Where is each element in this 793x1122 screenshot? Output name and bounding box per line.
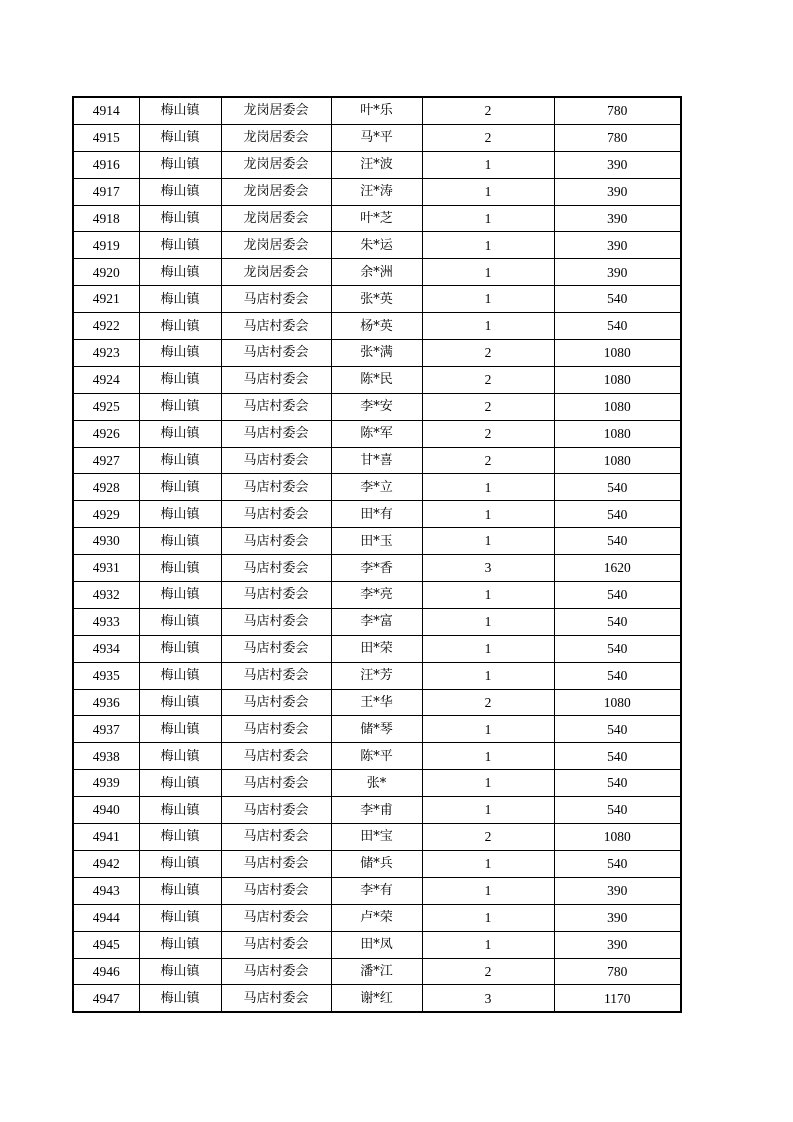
- table-row: [73, 716, 681, 743]
- household-size-cell: 1: [422, 474, 554, 501]
- table-row: [73, 608, 681, 635]
- table-row: [73, 985, 681, 1012]
- village-committee-cell: 马店村委会: [221, 850, 331, 877]
- serial-number-cell: 4931: [73, 555, 139, 582]
- table-row: [73, 555, 681, 582]
- household-size-cell: 2: [422, 447, 554, 474]
- village-committee-cell: 马店村委会: [221, 393, 331, 420]
- household-size-cell: 2: [422, 393, 554, 420]
- serial-number-cell: 4946: [73, 958, 139, 985]
- amount-cell: 540: [554, 501, 681, 528]
- name-cell: 朱*运: [331, 232, 422, 259]
- household-size-cell: 1: [422, 931, 554, 958]
- table-row: [73, 205, 681, 232]
- table-row: [73, 770, 681, 797]
- village-committee-cell: 马店村委会: [221, 420, 331, 447]
- serial-number-cell: 4918: [73, 205, 139, 232]
- table-row: [73, 958, 681, 985]
- name-cell: 王*华: [331, 689, 422, 716]
- table-row: [73, 931, 681, 958]
- village-committee-cell: 龙岗居委会: [221, 205, 331, 232]
- table-row: [73, 582, 681, 609]
- serial-number-cell: 4937: [73, 716, 139, 743]
- town-cell: 梅山镇: [139, 393, 221, 420]
- serial-number-cell: 4935: [73, 662, 139, 689]
- serial-number-cell: 4917: [73, 178, 139, 205]
- name-cell: 李*甫: [331, 797, 422, 824]
- name-cell: 马*平: [331, 124, 422, 151]
- town-cell: 梅山镇: [139, 716, 221, 743]
- name-cell: 李*有: [331, 877, 422, 904]
- household-size-cell: 1: [422, 904, 554, 931]
- town-cell: 梅山镇: [139, 824, 221, 851]
- town-cell: 梅山镇: [139, 313, 221, 340]
- household-size-cell: 3: [422, 555, 554, 582]
- serial-number-cell: 4942: [73, 850, 139, 877]
- name-cell: 张*满: [331, 340, 422, 367]
- village-committee-cell: 龙岗居委会: [221, 97, 331, 124]
- household-size-cell: 1: [422, 528, 554, 555]
- table-row: [73, 904, 681, 931]
- table-row: [73, 824, 681, 851]
- household-size-cell: 1: [422, 635, 554, 662]
- name-cell: 李*富: [331, 608, 422, 635]
- village-committee-cell: 马店村委会: [221, 528, 331, 555]
- village-committee-cell: 马店村委会: [221, 366, 331, 393]
- village-committee-cell: 马店村委会: [221, 958, 331, 985]
- name-cell: 张*英: [331, 286, 422, 313]
- amount-cell: 540: [554, 313, 681, 340]
- serial-number-cell: 4916: [73, 151, 139, 178]
- household-size-cell: 1: [422, 608, 554, 635]
- name-cell: 田*宝: [331, 824, 422, 851]
- town-cell: 梅山镇: [139, 985, 221, 1012]
- village-committee-cell: 马店村委会: [221, 904, 331, 931]
- table-body: [73, 97, 681, 1012]
- household-size-cell: 2: [422, 420, 554, 447]
- household-size-cell: 2: [422, 97, 554, 124]
- serial-number-cell: 4929: [73, 501, 139, 528]
- amount-cell: 390: [554, 931, 681, 958]
- town-cell: 梅山镇: [139, 528, 221, 555]
- town-cell: 梅山镇: [139, 662, 221, 689]
- household-size-cell: 1: [422, 850, 554, 877]
- name-cell: 储*兵: [331, 850, 422, 877]
- amount-cell: 390: [554, 178, 681, 205]
- serial-number-cell: 4928: [73, 474, 139, 501]
- serial-number-cell: 4932: [73, 582, 139, 609]
- name-cell: 杨*英: [331, 313, 422, 340]
- serial-number-cell: 4938: [73, 743, 139, 770]
- data-table: [72, 96, 682, 1013]
- village-committee-cell: 龙岗居委会: [221, 259, 331, 286]
- town-cell: 梅山镇: [139, 286, 221, 313]
- name-cell: 李*安: [331, 393, 422, 420]
- table-row: [73, 366, 681, 393]
- household-size-cell: 1: [422, 877, 554, 904]
- amount-cell: 390: [554, 877, 681, 904]
- village-committee-cell: 马店村委会: [221, 340, 331, 367]
- table-row: [73, 689, 681, 716]
- table-row: [73, 474, 681, 501]
- household-size-cell: 1: [422, 178, 554, 205]
- serial-number-cell: 4933: [73, 608, 139, 635]
- name-cell: 叶*芝: [331, 205, 422, 232]
- serial-number-cell: 4930: [73, 528, 139, 555]
- household-size-cell: 2: [422, 124, 554, 151]
- household-size-cell: 1: [422, 716, 554, 743]
- amount-cell: 390: [554, 151, 681, 178]
- name-cell: 谢*红: [331, 985, 422, 1012]
- name-cell: 李*立: [331, 474, 422, 501]
- household-size-cell: 2: [422, 366, 554, 393]
- table-row: [73, 501, 681, 528]
- amount-cell: 1080: [554, 393, 681, 420]
- amount-cell: 540: [554, 582, 681, 609]
- table-row: [73, 313, 681, 340]
- amount-cell: 390: [554, 205, 681, 232]
- household-size-cell: 1: [422, 286, 554, 313]
- table-row: [73, 178, 681, 205]
- table-row: [73, 662, 681, 689]
- household-size-cell: 1: [422, 662, 554, 689]
- village-committee-cell: 马店村委会: [221, 501, 331, 528]
- serial-number-cell: 4944: [73, 904, 139, 931]
- household-size-cell: 2: [422, 958, 554, 985]
- village-committee-cell: 龙岗居委会: [221, 178, 331, 205]
- town-cell: 梅山镇: [139, 447, 221, 474]
- town-cell: 梅山镇: [139, 743, 221, 770]
- village-committee-cell: 龙岗居委会: [221, 232, 331, 259]
- town-cell: 梅山镇: [139, 931, 221, 958]
- town-cell: 梅山镇: [139, 178, 221, 205]
- town-cell: 梅山镇: [139, 97, 221, 124]
- village-committee-cell: 马店村委会: [221, 313, 331, 340]
- amount-cell: 1080: [554, 420, 681, 447]
- serial-number-cell: 4914: [73, 97, 139, 124]
- serial-number-cell: 4940: [73, 797, 139, 824]
- name-cell: 田*有: [331, 501, 422, 528]
- amount-cell: 390: [554, 904, 681, 931]
- serial-number-cell: 4923: [73, 340, 139, 367]
- amount-cell: 390: [554, 259, 681, 286]
- serial-number-cell: 4936: [73, 689, 139, 716]
- name-cell: 田*荣: [331, 635, 422, 662]
- amount-cell: 1080: [554, 447, 681, 474]
- table-row: [73, 877, 681, 904]
- town-cell: 梅山镇: [139, 340, 221, 367]
- name-cell: 陈*平: [331, 743, 422, 770]
- village-committee-cell: 马店村委会: [221, 447, 331, 474]
- table-row: [73, 393, 681, 420]
- village-committee-cell: 马店村委会: [221, 582, 331, 609]
- village-committee-cell: 马店村委会: [221, 689, 331, 716]
- serial-number-cell: 4939: [73, 770, 139, 797]
- name-cell: 李*香: [331, 555, 422, 582]
- amount-cell: 540: [554, 770, 681, 797]
- amount-cell: 540: [554, 662, 681, 689]
- household-size-cell: 3: [422, 985, 554, 1012]
- table-row: [73, 151, 681, 178]
- town-cell: 梅山镇: [139, 582, 221, 609]
- household-size-cell: 1: [422, 259, 554, 286]
- table-row: [73, 340, 681, 367]
- amount-cell: 540: [554, 850, 681, 877]
- town-cell: 梅山镇: [139, 770, 221, 797]
- name-cell: 陈*军: [331, 420, 422, 447]
- household-size-cell: 2: [422, 824, 554, 851]
- serial-number-cell: 4924: [73, 366, 139, 393]
- name-cell: 余*洲: [331, 259, 422, 286]
- town-cell: 梅山镇: [139, 501, 221, 528]
- village-committee-cell: 马店村委会: [221, 716, 331, 743]
- village-committee-cell: 龙岗居委会: [221, 124, 331, 151]
- name-cell: 卢*荣: [331, 904, 422, 931]
- village-committee-cell: 马店村委会: [221, 877, 331, 904]
- town-cell: 梅山镇: [139, 420, 221, 447]
- household-size-cell: 2: [422, 340, 554, 367]
- town-cell: 梅山镇: [139, 151, 221, 178]
- name-cell: 汪*芳: [331, 662, 422, 689]
- village-committee-cell: 马店村委会: [221, 743, 331, 770]
- table-row: [73, 797, 681, 824]
- table-row: [73, 528, 681, 555]
- town-cell: 梅山镇: [139, 635, 221, 662]
- village-committee-cell: 马店村委会: [221, 824, 331, 851]
- amount-cell: 540: [554, 608, 681, 635]
- amount-cell: 1080: [554, 824, 681, 851]
- amount-cell: 540: [554, 635, 681, 662]
- amount-cell: 540: [554, 286, 681, 313]
- town-cell: 梅山镇: [139, 877, 221, 904]
- amount-cell: 540: [554, 528, 681, 555]
- amount-cell: 1620: [554, 555, 681, 582]
- town-cell: 梅山镇: [139, 366, 221, 393]
- household-size-cell: 1: [422, 151, 554, 178]
- table-row: [73, 420, 681, 447]
- name-cell: 潘*江: [331, 958, 422, 985]
- town-cell: 梅山镇: [139, 850, 221, 877]
- serial-number-cell: 4922: [73, 313, 139, 340]
- household-size-cell: 1: [422, 743, 554, 770]
- serial-number-cell: 4934: [73, 635, 139, 662]
- name-cell: 田*玉: [331, 528, 422, 555]
- table-row: [73, 286, 681, 313]
- town-cell: 梅山镇: [139, 205, 221, 232]
- household-size-cell: 1: [422, 770, 554, 797]
- name-cell: 叶*乐: [331, 97, 422, 124]
- village-committee-cell: 龙岗居委会: [221, 151, 331, 178]
- serial-number-cell: 4920: [73, 259, 139, 286]
- village-committee-cell: 马店村委会: [221, 555, 331, 582]
- table-row: [73, 259, 681, 286]
- serial-number-cell: 4941: [73, 824, 139, 851]
- village-committee-cell: 马店村委会: [221, 931, 331, 958]
- town-cell: 梅山镇: [139, 555, 221, 582]
- serial-number-cell: 4943: [73, 877, 139, 904]
- amount-cell: 1080: [554, 340, 681, 367]
- name-cell: 张*: [331, 770, 422, 797]
- serial-number-cell: 4947: [73, 985, 139, 1012]
- village-committee-cell: 马店村委会: [221, 770, 331, 797]
- household-size-cell: 2: [422, 689, 554, 716]
- amount-cell: 390: [554, 232, 681, 259]
- village-committee-cell: 马店村委会: [221, 797, 331, 824]
- village-committee-cell: 马店村委会: [221, 286, 331, 313]
- village-committee-cell: 马店村委会: [221, 635, 331, 662]
- table-row: [73, 743, 681, 770]
- table-row: [73, 97, 681, 124]
- town-cell: 梅山镇: [139, 608, 221, 635]
- name-cell: 陈*民: [331, 366, 422, 393]
- household-size-cell: 1: [422, 205, 554, 232]
- serial-number-cell: 4919: [73, 232, 139, 259]
- household-size-cell: 1: [422, 313, 554, 340]
- amount-cell: 780: [554, 124, 681, 151]
- amount-cell: 540: [554, 797, 681, 824]
- town-cell: 梅山镇: [139, 232, 221, 259]
- amount-cell: 1170: [554, 985, 681, 1012]
- serial-number-cell: 4926: [73, 420, 139, 447]
- household-size-cell: 1: [422, 797, 554, 824]
- amount-cell: 540: [554, 716, 681, 743]
- amount-cell: 780: [554, 97, 681, 124]
- name-cell: 储*琴: [331, 716, 422, 743]
- serial-number-cell: 4927: [73, 447, 139, 474]
- name-cell: 汪*涛: [331, 178, 422, 205]
- name-cell: 李*亮: [331, 582, 422, 609]
- town-cell: 梅山镇: [139, 474, 221, 501]
- town-cell: 梅山镇: [139, 689, 221, 716]
- name-cell: 田*凤: [331, 931, 422, 958]
- village-committee-cell: 马店村委会: [221, 474, 331, 501]
- town-cell: 梅山镇: [139, 797, 221, 824]
- town-cell: 梅山镇: [139, 259, 221, 286]
- name-cell: 汪*波: [331, 151, 422, 178]
- table-row: [73, 124, 681, 151]
- serial-number-cell: 4915: [73, 124, 139, 151]
- table-row: [73, 635, 681, 662]
- household-size-cell: 1: [422, 232, 554, 259]
- amount-cell: 540: [554, 743, 681, 770]
- town-cell: 梅山镇: [139, 958, 221, 985]
- serial-number-cell: 4925: [73, 393, 139, 420]
- village-committee-cell: 马店村委会: [221, 985, 331, 1012]
- table-row: [73, 850, 681, 877]
- amount-cell: 540: [554, 474, 681, 501]
- table-row: [73, 447, 681, 474]
- amount-cell: 1080: [554, 366, 681, 393]
- village-committee-cell: 马店村委会: [221, 608, 331, 635]
- amount-cell: 780: [554, 958, 681, 985]
- village-committee-cell: 马店村委会: [221, 662, 331, 689]
- household-size-cell: 1: [422, 582, 554, 609]
- town-cell: 梅山镇: [139, 124, 221, 151]
- serial-number-cell: 4921: [73, 286, 139, 313]
- name-cell: 甘*喜: [331, 447, 422, 474]
- household-size-cell: 1: [422, 501, 554, 528]
- amount-cell: 1080: [554, 689, 681, 716]
- serial-number-cell: 4945: [73, 931, 139, 958]
- town-cell: 梅山镇: [139, 904, 221, 931]
- table-row: [73, 232, 681, 259]
